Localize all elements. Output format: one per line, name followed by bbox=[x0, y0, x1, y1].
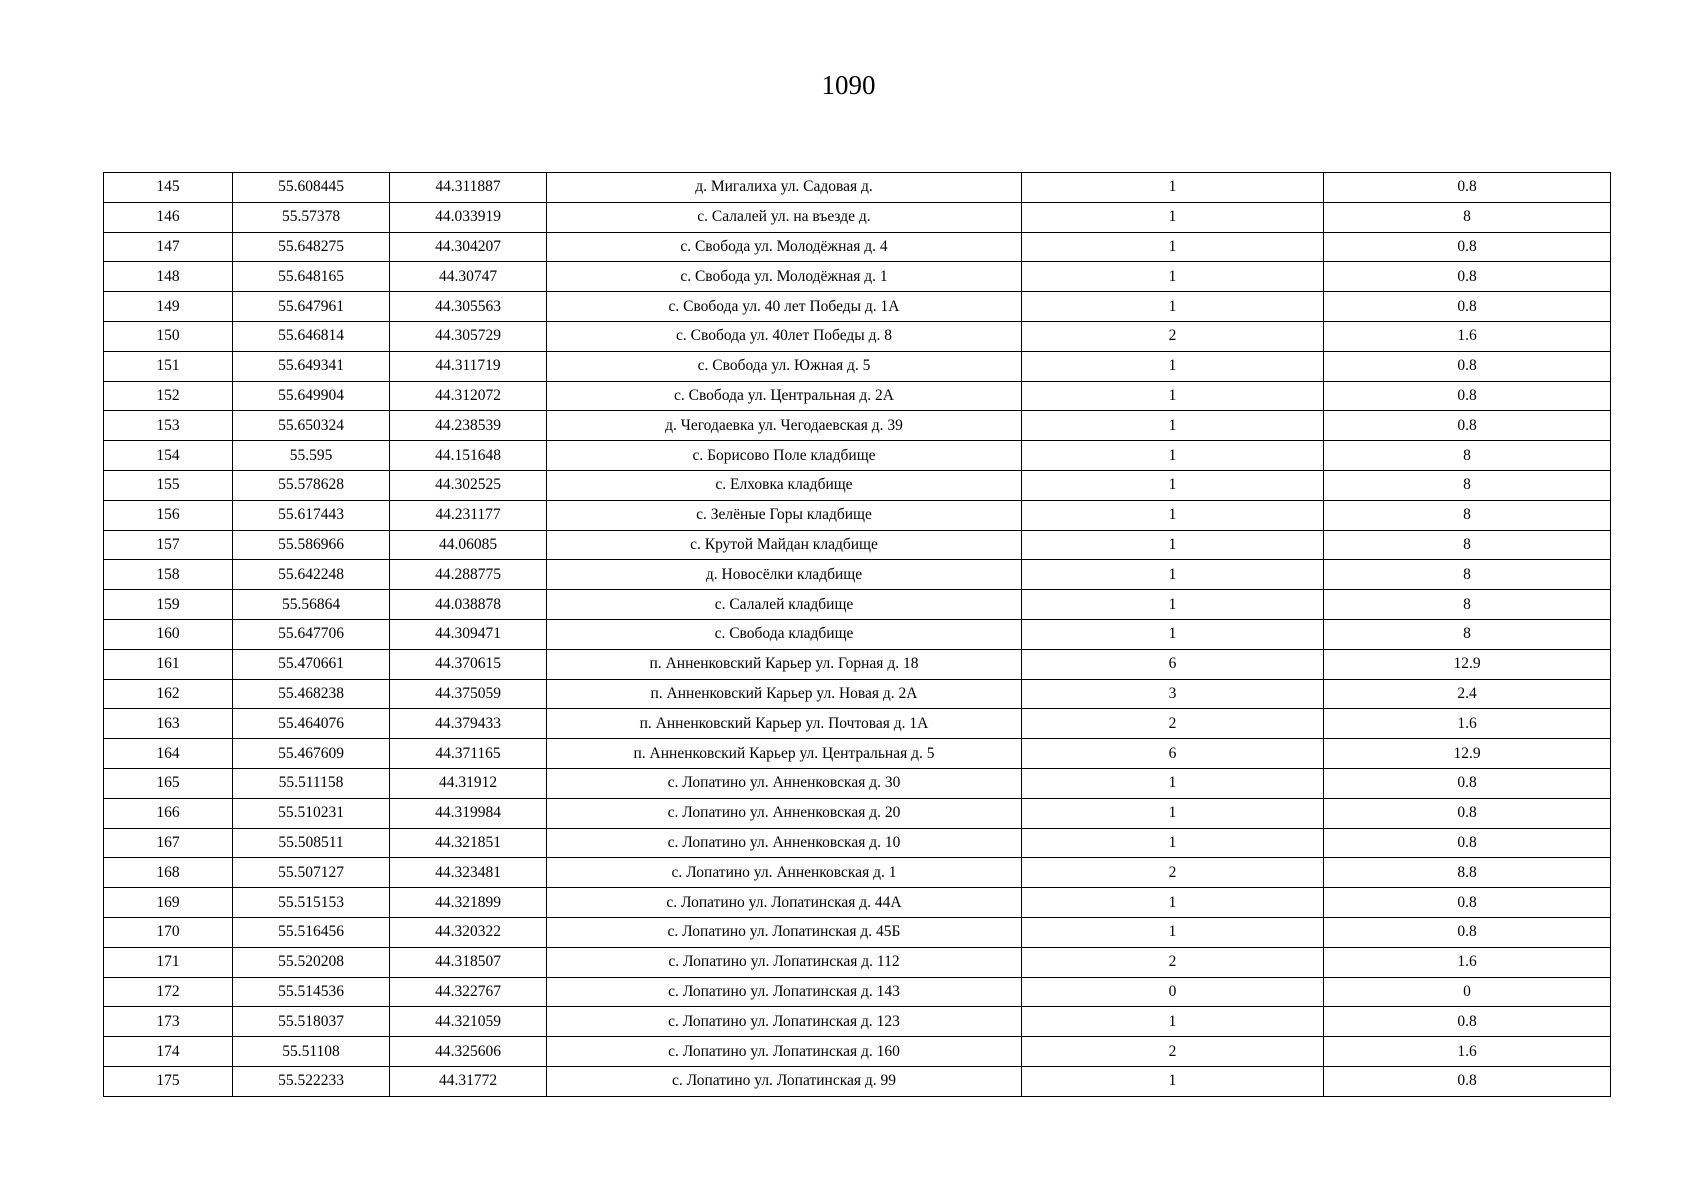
table-row bbox=[104, 530, 1611, 560]
address-cell: с. Елховка кладбище bbox=[547, 470, 1022, 500]
row-number-cell: 165 bbox=[104, 768, 233, 798]
longitude-cell: 44.322767 bbox=[390, 977, 547, 1007]
longitude-cell: 44.312072 bbox=[390, 381, 547, 411]
longitude-cell: 44.305563 bbox=[390, 292, 547, 322]
longitude-cell: 44.375059 bbox=[390, 679, 547, 709]
value-cell: 0 bbox=[1324, 977, 1611, 1007]
longitude-cell: 44.31912 bbox=[390, 768, 547, 798]
address-cell: п. Анненковский Карьер ул. Центральная д. 5 bbox=[547, 739, 1022, 769]
value-cell: 0.8 bbox=[1324, 1007, 1611, 1037]
value-cell: 8 bbox=[1324, 470, 1611, 500]
address-cell: п. Анненковский Карьер ул. Почтовая д. 1А bbox=[547, 709, 1022, 739]
table-row bbox=[104, 858, 1611, 888]
value-cell: 1.6 bbox=[1324, 947, 1611, 977]
latitude-cell: 55.520208 bbox=[233, 947, 390, 977]
latitude-cell: 55.508511 bbox=[233, 828, 390, 858]
address-cell: с. Борисово Поле кладбище bbox=[547, 441, 1022, 471]
longitude-cell: 44.319984 bbox=[390, 798, 547, 828]
count-cell: 2 bbox=[1022, 321, 1324, 351]
latitude-cell: 55.51108 bbox=[233, 1037, 390, 1067]
longitude-cell: 44.323481 bbox=[390, 858, 547, 888]
latitude-cell: 55.518037 bbox=[233, 1007, 390, 1037]
count-cell: 1 bbox=[1022, 1007, 1324, 1037]
latitude-cell: 55.511158 bbox=[233, 768, 390, 798]
address-cell: с. Салалей кладбище bbox=[547, 590, 1022, 620]
table-row bbox=[104, 1066, 1611, 1096]
longitude-cell: 44.304207 bbox=[390, 232, 547, 262]
table-row bbox=[104, 590, 1611, 620]
value-cell: 1.6 bbox=[1324, 321, 1611, 351]
value-cell: 8 bbox=[1324, 530, 1611, 560]
latitude-cell: 55.516456 bbox=[233, 917, 390, 947]
table-row bbox=[104, 649, 1611, 679]
latitude-cell: 55.56864 bbox=[233, 590, 390, 620]
table-row bbox=[104, 500, 1611, 530]
count-cell: 1 bbox=[1022, 888, 1324, 918]
value-cell: 0.8 bbox=[1324, 768, 1611, 798]
latitude-cell: 55.514536 bbox=[233, 977, 390, 1007]
latitude-cell: 55.470661 bbox=[233, 649, 390, 679]
value-cell: 0.8 bbox=[1324, 798, 1611, 828]
value-cell: 0.8 bbox=[1324, 292, 1611, 322]
count-cell: 1 bbox=[1022, 470, 1324, 500]
value-cell: 8 bbox=[1324, 590, 1611, 620]
latitude-cell: 55.57378 bbox=[233, 202, 390, 232]
address-cell: с. Свобода кладбище bbox=[547, 619, 1022, 649]
row-number-cell: 157 bbox=[104, 530, 233, 560]
address-cell: с. Свобода ул. 40лет Победы д. 8 bbox=[547, 321, 1022, 351]
longitude-cell: 44.311887 bbox=[390, 173, 547, 203]
latitude-cell: 55.578628 bbox=[233, 470, 390, 500]
value-cell: 8.8 bbox=[1324, 858, 1611, 888]
row-number-cell: 147 bbox=[104, 232, 233, 262]
address-cell: с. Свобода ул. Молодёжная д. 1 bbox=[547, 262, 1022, 292]
count-cell: 0 bbox=[1022, 977, 1324, 1007]
address-cell: с. Крутой Майдан кладбище bbox=[547, 530, 1022, 560]
longitude-cell: 44.302525 bbox=[390, 470, 547, 500]
latitude-cell: 55.507127 bbox=[233, 858, 390, 888]
latitude-cell: 55.647961 bbox=[233, 292, 390, 322]
value-cell: 1.6 bbox=[1324, 709, 1611, 739]
row-number-cell: 168 bbox=[104, 858, 233, 888]
table-row bbox=[104, 888, 1611, 918]
row-number-cell: 153 bbox=[104, 411, 233, 441]
value-cell: 0.8 bbox=[1324, 411, 1611, 441]
count-cell: 1 bbox=[1022, 530, 1324, 560]
value-cell: 0.8 bbox=[1324, 262, 1611, 292]
row-number-cell: 175 bbox=[104, 1066, 233, 1096]
count-cell: 2 bbox=[1022, 858, 1324, 888]
latitude-cell: 55.648165 bbox=[233, 262, 390, 292]
latitude-cell: 55.649904 bbox=[233, 381, 390, 411]
row-number-cell: 169 bbox=[104, 888, 233, 918]
latitude-cell: 55.467609 bbox=[233, 739, 390, 769]
latitude-cell: 55.649341 bbox=[233, 351, 390, 381]
row-number-cell: 163 bbox=[104, 709, 233, 739]
table-row bbox=[104, 709, 1611, 739]
count-cell: 1 bbox=[1022, 798, 1324, 828]
table-row bbox=[104, 1007, 1611, 1037]
row-number-cell: 149 bbox=[104, 292, 233, 322]
value-cell: 0.8 bbox=[1324, 351, 1611, 381]
longitude-cell: 44.151648 bbox=[390, 441, 547, 471]
table-row bbox=[104, 321, 1611, 351]
count-cell: 2 bbox=[1022, 947, 1324, 977]
address-cell: с. Лопатино ул. Лопатинская д. 45Б bbox=[547, 917, 1022, 947]
address-cell: с. Лопатино ул. Лопатинская д. 99 bbox=[547, 1066, 1022, 1096]
row-number-cell: 151 bbox=[104, 351, 233, 381]
address-cell: д. Чегодаевка ул. Чегодаевская д. 39 bbox=[547, 411, 1022, 441]
longitude-cell: 44.370615 bbox=[390, 649, 547, 679]
table-row bbox=[104, 173, 1611, 203]
latitude-cell: 55.608445 bbox=[233, 173, 390, 203]
table-row bbox=[104, 381, 1611, 411]
address-cell: с. Зелёные Горы кладбище bbox=[547, 500, 1022, 530]
row-number-cell: 152 bbox=[104, 381, 233, 411]
count-cell: 1 bbox=[1022, 262, 1324, 292]
value-cell: 8 bbox=[1324, 500, 1611, 530]
latitude-cell: 55.648275 bbox=[233, 232, 390, 262]
table-row bbox=[104, 739, 1611, 769]
longitude-cell: 44.033919 bbox=[390, 202, 547, 232]
value-cell: 0.8 bbox=[1324, 381, 1611, 411]
latitude-cell: 55.468238 bbox=[233, 679, 390, 709]
count-cell: 1 bbox=[1022, 292, 1324, 322]
value-cell: 0.8 bbox=[1324, 917, 1611, 947]
longitude-cell: 44.325606 bbox=[390, 1037, 547, 1067]
count-cell: 2 bbox=[1022, 1037, 1324, 1067]
table-row bbox=[104, 470, 1611, 500]
table-row bbox=[104, 917, 1611, 947]
longitude-cell: 44.321851 bbox=[390, 828, 547, 858]
address-cell: с. Лопатино ул. Лопатинская д. 160 bbox=[547, 1037, 1022, 1067]
latitude-cell: 55.617443 bbox=[233, 500, 390, 530]
address-cell: с. Лопатино ул. Анненковская д. 30 bbox=[547, 768, 1022, 798]
latitude-cell: 55.646814 bbox=[233, 321, 390, 351]
count-cell: 1 bbox=[1022, 411, 1324, 441]
table-row bbox=[104, 768, 1611, 798]
row-number-cell: 159 bbox=[104, 590, 233, 620]
count-cell: 1 bbox=[1022, 917, 1324, 947]
value-cell: 0.8 bbox=[1324, 232, 1611, 262]
table-row bbox=[104, 411, 1611, 441]
table-row bbox=[104, 679, 1611, 709]
row-number-cell: 145 bbox=[104, 173, 233, 203]
longitude-cell: 44.321059 bbox=[390, 1007, 547, 1037]
value-cell: 0.8 bbox=[1324, 173, 1611, 203]
address-cell: с. Свобода ул. Южная д. 5 bbox=[547, 351, 1022, 381]
address-cell: п. Анненковский Карьер ул. Новая д. 2А bbox=[547, 679, 1022, 709]
latitude-cell: 55.586966 bbox=[233, 530, 390, 560]
address-cell: с. Лопатино ул. Анненковская д. 1 bbox=[547, 858, 1022, 888]
value-cell: 8 bbox=[1324, 441, 1611, 471]
table-body bbox=[104, 173, 1611, 1097]
address-cell: с. Лопатино ул. Лопатинская д. 123 bbox=[547, 1007, 1022, 1037]
table-row bbox=[104, 202, 1611, 232]
table-row bbox=[104, 232, 1611, 262]
count-cell: 2 bbox=[1022, 709, 1324, 739]
row-number-cell: 148 bbox=[104, 262, 233, 292]
row-number-cell: 166 bbox=[104, 798, 233, 828]
count-cell: 1 bbox=[1022, 768, 1324, 798]
table-row bbox=[104, 292, 1611, 322]
address-cell: д. Новосёлки кладбище bbox=[547, 560, 1022, 590]
longitude-cell: 44.31772 bbox=[390, 1066, 547, 1096]
address-cell: с. Лопатино ул. Лопатинская д. 44А bbox=[547, 888, 1022, 918]
count-cell: 6 bbox=[1022, 649, 1324, 679]
table-row bbox=[104, 977, 1611, 1007]
longitude-cell: 44.379433 bbox=[390, 709, 547, 739]
count-cell: 1 bbox=[1022, 828, 1324, 858]
longitude-cell: 44.371165 bbox=[390, 739, 547, 769]
longitude-cell: 44.06085 bbox=[390, 530, 547, 560]
value-cell: 8 bbox=[1324, 560, 1611, 590]
address-cell: с. Свобода ул. Молодёжная д. 4 bbox=[547, 232, 1022, 262]
latitude-cell: 55.642248 bbox=[233, 560, 390, 590]
count-cell: 1 bbox=[1022, 202, 1324, 232]
address-cell: с. Лопатино ул. Анненковская д. 10 bbox=[547, 828, 1022, 858]
table-row bbox=[104, 828, 1611, 858]
longitude-cell: 44.318507 bbox=[390, 947, 547, 977]
row-number-cell: 172 bbox=[104, 977, 233, 1007]
value-cell: 8 bbox=[1324, 202, 1611, 232]
longitude-cell: 44.231177 bbox=[390, 500, 547, 530]
address-cell: с. Свобода ул. Центральная д. 2А bbox=[547, 381, 1022, 411]
latitude-cell: 55.510231 bbox=[233, 798, 390, 828]
count-cell: 1 bbox=[1022, 232, 1324, 262]
address-cell: с. Лопатино ул. Лопатинская д. 143 bbox=[547, 977, 1022, 1007]
row-number-cell: 160 bbox=[104, 619, 233, 649]
latitude-cell: 55.595 bbox=[233, 441, 390, 471]
count-cell: 1 bbox=[1022, 351, 1324, 381]
table-row bbox=[104, 619, 1611, 649]
address-cell: с. Лопатино ул. Лопатинская д. 112 bbox=[547, 947, 1022, 977]
page-number: 1090 bbox=[821, 70, 876, 100]
row-number-cell: 150 bbox=[104, 321, 233, 351]
latitude-cell: 55.522233 bbox=[233, 1066, 390, 1096]
longitude-cell: 44.288775 bbox=[390, 560, 547, 590]
count-cell: 1 bbox=[1022, 560, 1324, 590]
value-cell: 0.8 bbox=[1324, 1066, 1611, 1096]
latitude-cell: 55.515153 bbox=[233, 888, 390, 918]
longitude-cell: 44.309471 bbox=[390, 619, 547, 649]
row-number-cell: 170 bbox=[104, 917, 233, 947]
table-row bbox=[104, 560, 1611, 590]
table-row bbox=[104, 262, 1611, 292]
row-number-cell: 158 bbox=[104, 560, 233, 590]
count-cell: 1 bbox=[1022, 619, 1324, 649]
count-cell: 1 bbox=[1022, 590, 1324, 620]
value-cell: 1.6 bbox=[1324, 1037, 1611, 1067]
longitude-cell: 44.311719 bbox=[390, 351, 547, 381]
table-row bbox=[104, 1037, 1611, 1067]
count-cell: 1 bbox=[1022, 381, 1324, 411]
table-row bbox=[104, 441, 1611, 471]
address-cell: с. Лопатино ул. Анненковская д. 20 bbox=[547, 798, 1022, 828]
value-cell: 0.8 bbox=[1324, 828, 1611, 858]
longitude-cell: 44.321899 bbox=[390, 888, 547, 918]
longitude-cell: 44.320322 bbox=[390, 917, 547, 947]
value-cell: 8 bbox=[1324, 619, 1611, 649]
data-table bbox=[103, 172, 1611, 1097]
count-cell: 1 bbox=[1022, 441, 1324, 471]
value-cell: 2.4 bbox=[1324, 679, 1611, 709]
longitude-cell: 44.038878 bbox=[390, 590, 547, 620]
count-cell: 3 bbox=[1022, 679, 1324, 709]
row-number-cell: 171 bbox=[104, 947, 233, 977]
row-number-cell: 173 bbox=[104, 1007, 233, 1037]
row-number-cell: 146 bbox=[104, 202, 233, 232]
row-number-cell: 162 bbox=[104, 679, 233, 709]
value-cell: 12.9 bbox=[1324, 739, 1611, 769]
latitude-cell: 55.464076 bbox=[233, 709, 390, 739]
row-number-cell: 156 bbox=[104, 500, 233, 530]
table-row bbox=[104, 351, 1611, 381]
count-cell: 1 bbox=[1022, 500, 1324, 530]
count-cell: 1 bbox=[1022, 173, 1324, 203]
row-number-cell: 167 bbox=[104, 828, 233, 858]
count-cell: 6 bbox=[1022, 739, 1324, 769]
row-number-cell: 155 bbox=[104, 470, 233, 500]
address-cell: д. Мигалиха ул. Садовая д. bbox=[547, 173, 1022, 203]
value-cell: 12.9 bbox=[1324, 649, 1611, 679]
row-number-cell: 154 bbox=[104, 441, 233, 471]
address-cell: с. Салалей ул. на въезде д. bbox=[547, 202, 1022, 232]
address-cell: с. Свобода ул. 40 лет Победы д. 1А bbox=[547, 292, 1022, 322]
longitude-cell: 44.305729 bbox=[390, 321, 547, 351]
longitude-cell: 44.238539 bbox=[390, 411, 547, 441]
row-number-cell: 161 bbox=[104, 649, 233, 679]
address-cell: п. Анненковский Карьер ул. Горная д. 18 bbox=[547, 649, 1022, 679]
row-number-cell: 174 bbox=[104, 1037, 233, 1067]
table-row bbox=[104, 947, 1611, 977]
longitude-cell: 44.30747 bbox=[390, 262, 547, 292]
count-cell: 1 bbox=[1022, 1066, 1324, 1096]
row-number-cell: 164 bbox=[104, 739, 233, 769]
latitude-cell: 55.650324 bbox=[233, 411, 390, 441]
table-row bbox=[104, 798, 1611, 828]
latitude-cell: 55.647706 bbox=[233, 619, 390, 649]
value-cell: 0.8 bbox=[1324, 888, 1611, 918]
